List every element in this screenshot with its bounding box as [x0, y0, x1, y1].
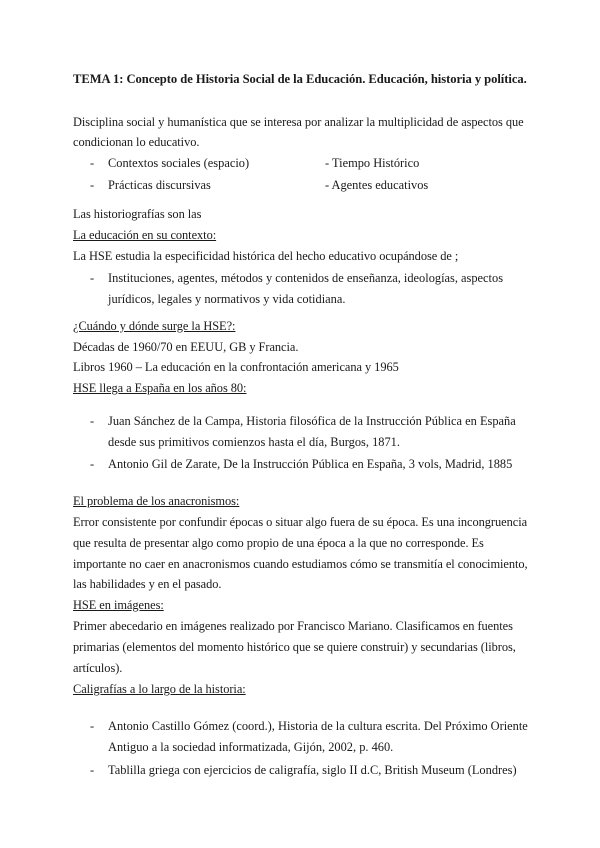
imagenes-line-1: Primer abecedario en imágenes realizado por Francisco Mariano. Clasificamos en fuentes	[73, 619, 513, 633]
list-dash: -	[90, 156, 95, 170]
caligrafias-bullet-1-line-2: Antiguo a la sociedad informatizada, Gijón, 2002, p. 460.	[108, 740, 394, 754]
list-item-practicas: Prácticas discursivas	[108, 178, 211, 192]
historiografias-text: Las historiografías son las	[73, 207, 202, 221]
caligrafias-bullet-1-line-1: Antonio Castillo Gómez (coord.), Historia de la cultura escrita. Del Próximo Oriente	[108, 719, 528, 733]
espana-bullet-1-line-2: desde sus primitivos comienzos hasta el día, Burgos, 1871.	[108, 435, 400, 449]
section-heading-caligrafias: Caligrafías a lo largo de la historia:	[73, 682, 246, 696]
list-item-agentes: - Agentes educativos	[325, 178, 429, 192]
imagenes-line-2: primarias (elementos del momento histórico que se quiere construir) y secundarias (libros,	[73, 640, 516, 654]
list-dash: -	[90, 763, 95, 777]
anacronismos-line-2: que resulta de presentar algo como propio de una época a la que no corresponde. Es	[73, 536, 484, 550]
contexto-bullet-line-1: Instituciones, agentes, métodos y contenidos de enseñanza, ideologías, aspectos	[108, 271, 504, 285]
intro-line-1: Disciplina social y humanística que se interesa por analizar la multiplicidad de aspectos que	[73, 115, 524, 129]
contexto-text: La HSE estudia la especificidad histórica del hecho educativo ocupándose de ;	[73, 249, 459, 263]
section-heading-espana: HSE llega a España en los años 80:	[73, 381, 247, 395]
intro-line-2: condicionan lo educativo.	[73, 135, 200, 149]
espana-bullet-2: Antonio Gil de Zarate, De la Instrucción Pública en España, 3 vols, Madrid, 1885	[108, 457, 513, 471]
section-heading-imagenes: HSE en imágenes:	[73, 598, 164, 612]
list-dash: -	[90, 271, 95, 285]
anacronismos-line-3: importante no caer en anacronismos cuando estudiamos cómo se transmitía el conocimiento,	[73, 557, 528, 571]
list-dash: -	[90, 457, 95, 471]
section-heading-cuando: ¿Cuándo y dónde surge la HSE?:	[73, 319, 236, 333]
anacronismos-line-4: las habilidades y en el pasado.	[73, 577, 222, 591]
list-dash: -	[90, 414, 95, 428]
list-item-contextos: Contextos sociales (espacio)	[108, 156, 250, 170]
list-dash: -	[90, 178, 95, 192]
page-title: TEMA 1: Concepto de Historia Social de la Educación. Educación, historia y política.	[73, 72, 527, 86]
cuando-line-1: Décadas de 1960/70 en EEUU, GB y Francia.	[73, 340, 299, 354]
contexto-bullet-line-2: jurídicos, legales y normativos y vida cotidiana.	[108, 292, 346, 306]
anacronismos-line-1: Error consistente por confundir épocas o situar algo fuera de su época. Es una incongruencia	[73, 515, 528, 529]
imagenes-line-3: artículos).	[73, 661, 123, 675]
caligrafias-bullet-2: Tablilla griega con ejercicios de caligrafía, siglo II d.C, British Museum (Londres)	[108, 763, 517, 777]
espana-bullet-1-line-1: Juan Sánchez de la Campa, Historia filosófica de la Instrucción Pública en España	[108, 414, 516, 428]
section-heading-contexto: La educación en su contexto:	[73, 228, 217, 242]
list-dash: -	[90, 719, 95, 733]
list-item-tiempo: - Tiempo Histórico	[325, 156, 420, 170]
cuando-line-2: Libros 1960 – La educación en la confrontación americana y 1965	[73, 360, 399, 374]
section-heading-anacronismos: El problema de los anacronismos:	[73, 494, 240, 508]
